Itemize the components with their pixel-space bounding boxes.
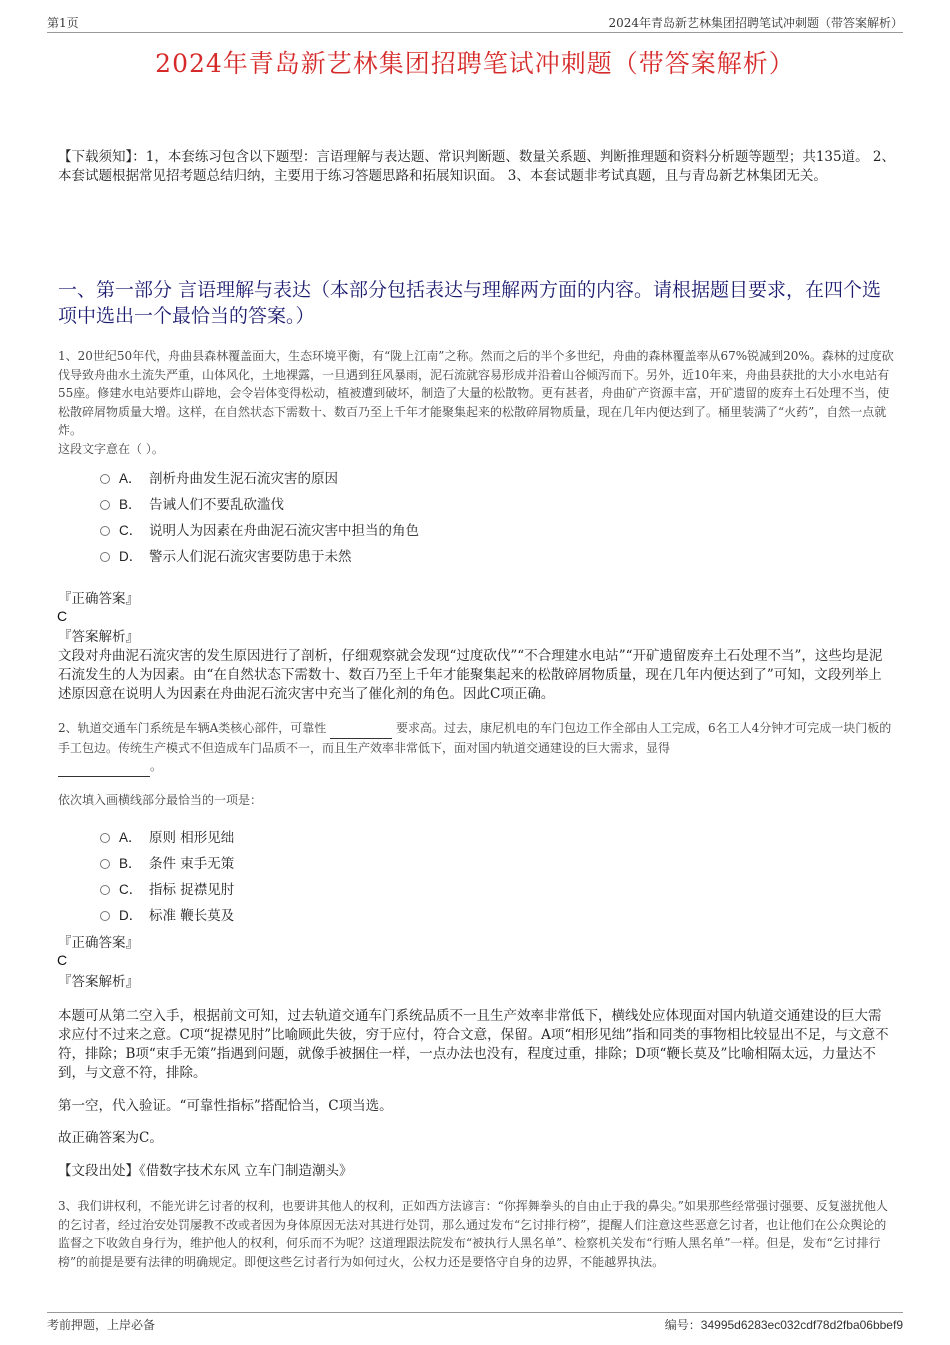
footer-code-label: 编号： xyxy=(664,1318,701,1332)
option-letter: C． xyxy=(119,882,143,897)
page-number: 第1页 xyxy=(47,16,79,30)
option-letter: D． xyxy=(119,549,143,564)
q2-analysis-conclusion: 故正确答案为C。 xyxy=(58,1130,163,1146)
footer-code xyxy=(665,1316,903,1333)
radio-icon[interactable] xyxy=(100,911,110,921)
document-title: 2024年青岛新艺林集团招聘笔试冲刺题（带答案解析） xyxy=(155,49,795,78)
q2-passage xyxy=(58,719,898,777)
option-text: 原则 相形见绌 xyxy=(149,830,235,846)
option-text: 标准 鞭长莫及 xyxy=(149,908,235,924)
q2-blank-2 xyxy=(58,757,150,777)
q1-analysis-label: 『答案解析』 xyxy=(58,629,139,645)
q1-answer: C xyxy=(57,608,68,624)
radio-icon[interactable] xyxy=(100,474,110,484)
q1-option-b[interactable] xyxy=(100,496,284,514)
q2-analysis: 本题可从第二空入手，根据前文可知，过去轨道交通车门系统品质不一且生产效率非常低下，横线处应体现面对国内轨道交通建设的巨大需求应付不过来之意。C项“捉襟见肘”比喻顾此失彼，穷于应付，符合文意，保留。A项“相形见绌”指和同类的事物相比较显出不足，与文意不符，排除；B项“束手无策”指遇到问题，就像手被捆住一样，一点办法也没有，程度过重，排除；D项“鞭长莫及”比喻相隔太远，力量达不到，与文意不符，排除。 xyxy=(58,1008,889,1081)
q1-passage-text: 1、20世纪50年代，舟曲县森林覆盖面大，生态环境平衡，有“陇上江南”之称。然而之后的半个多世纪，舟曲的森林覆盖率从67%锐减到20%。森林的过度砍伐导致舟曲水土流失严重，山体风化，土地裸露，一旦遇到狂风暴雨，泥石流就容易形成并沿着山谷倾泻而下。另外，近10年来，舟曲县获批的大小水电站有55座。修建水电站要炸山辟地，会令岩体变得松动，植被遭到破坏，制造了大量的松散物。更有甚者，舟曲矿产资源丰富，开矿遗留的废弃土石处理不当，使松散碎屑物质量大增。这样，在自然状态下需数十、数百乃至上千年才能聚集起来的松散碎屑物质量，现在几年内便达到了。桶里装满了“火药”，自然一点就炸。 xyxy=(58,349,894,437)
q2-text-a: 2、轨道交通车门系统是车辆A类核心部件，可靠性 xyxy=(58,721,327,735)
download-notice: 【下载须知】：1，本套练习包含以下题型：言语理解与表达题、常识判断题、数量关系题、判断推理题和资料分析题等题型；共135道。 2、本套试题根据常见招考题总结归纳，主要用于练习答题思路和拓展知识面。 3、本套试题非考试真题，且与青岛新艺林集团无关。 xyxy=(58,149,895,184)
option-letter: A． xyxy=(119,471,142,486)
section-heading: 一、第一部分 言语理解与表达（本部分包括表达与理解两方面的内容。请根据题目要求，在四个选项中选出一个最恰当的答案。） xyxy=(58,279,882,327)
q2-text-b: 要求高。过去，康尼机电的车门包边工作全部由人工完成，6名工人4分钟才可完成一块门板的手工包边。传统生产模式不但造成车门品质不一，而且生产效率非常低下，面对国内轨道交通建设的巨大需求，显得 xyxy=(58,721,892,755)
radio-icon[interactable] xyxy=(100,885,110,895)
page-footer xyxy=(47,1312,903,1332)
option-letter: D． xyxy=(119,908,143,923)
q1-answer-label: 『正确答案』 xyxy=(58,591,139,607)
q1-stem: 这段文字意在（ ）。 xyxy=(58,441,164,456)
radio-icon[interactable] xyxy=(100,552,110,562)
q1-option-c[interactable] xyxy=(100,522,419,540)
header-doc-title: 2024年青岛新艺林集团招聘笔试冲刺题（带答案解析） xyxy=(608,16,903,30)
radio-icon[interactable] xyxy=(100,500,110,510)
q2-option-b[interactable] xyxy=(100,855,234,873)
page-header xyxy=(47,14,903,33)
radio-icon[interactable] xyxy=(100,859,110,869)
option-text: 条件 束手无策 xyxy=(149,856,235,872)
q1-option-a[interactable] xyxy=(100,470,338,488)
footer-code-value: 34995d6283ec032cdf78d2fba06bbef9 xyxy=(700,1318,903,1332)
option-letter: A． xyxy=(119,830,142,845)
q2-option-d[interactable] xyxy=(100,907,234,925)
radio-icon[interactable] xyxy=(100,833,110,843)
radio-icon[interactable] xyxy=(100,526,110,536)
q1-option-d[interactable] xyxy=(100,548,352,566)
q2-option-a[interactable] xyxy=(100,829,234,847)
q2-option-c[interactable] xyxy=(100,881,234,899)
option-letter: C． xyxy=(119,523,143,538)
option-letter: B． xyxy=(119,856,142,871)
q2-analysis-label: 『答案解析』 xyxy=(58,974,139,990)
q2-answer: C xyxy=(57,952,68,968)
option-text: 说明人为因素在舟曲泥石流灾害中担当的角色 xyxy=(149,523,419,539)
q1-passage xyxy=(58,347,898,458)
footer-slogan: 考前押题，上岸必备 xyxy=(47,1318,156,1332)
q2-text-c: 。 xyxy=(150,759,163,773)
option-text: 警示人们泥石流灾害要防患于未然 xyxy=(149,549,352,565)
q1-analysis: 文段对舟曲泥石流灾害的发生原因进行了剖析，仔细观察就会发现“过度砍伐”“不合理建水电站”“开矿遗留废弃土石处理不当”，这些均是泥石流发生的人为因素。由“在自然状态下需数十、数百乃至上千年才能聚集起来的松散碎屑物质量，现在几年内便达到了”可知，文段列举上述原因意在说明人为因素在舟曲泥石流灾害中充当了催化剂的角色。因此C项正确。 xyxy=(58,648,883,702)
q2-analysis-verify: 第一空，代入验证。“可靠性指标”搭配恰当，C项当选。 xyxy=(58,1098,393,1114)
option-text: 指标 捉襟见肘 xyxy=(149,882,235,898)
q2-answer-label: 『正确答案』 xyxy=(58,935,139,951)
option-text: 剖析舟曲发生泥石流灾害的原因 xyxy=(149,471,338,487)
q2-blank-1 xyxy=(330,719,392,739)
option-text: 告诫人们不要乱砍滥伐 xyxy=(149,497,284,513)
q2-stem: 依次填入画横线部分最恰当的一项是： xyxy=(58,793,263,807)
option-letter: B． xyxy=(119,497,142,512)
q3-passage: 3、我们讲权利，不能光讲乞讨者的权利，也要讲其他人的权利，正如西方法谚言：“你挥舞拳头的自由止于我的鼻尖。”如果那些经常强讨强要、反复滋扰他人的乞讨者，经过治安处罚屡教不改或者因为身体原因无法对其进行处罚，那么通过发布“乞讨排行榜”，提醒人们注意这些恶意乞讨者，也让他们在公众舆论的监督之下收敛自身行为，维护他人的权利，何乐而不为呢？这道理跟法院发布“被执行人黑名单”、检察机关发布“行贿人黑名单”一样。但是，发布“乞讨排行榜”的前提是要有法律的明确规定。即便这些乞讨者行为如何过火，公权力还是要恪守自身的边界，不能越界执法。 xyxy=(58,1199,888,1269)
q2-source: 【文段出处】《借数字技术东风 立车门制造潮头》 xyxy=(58,1163,353,1179)
